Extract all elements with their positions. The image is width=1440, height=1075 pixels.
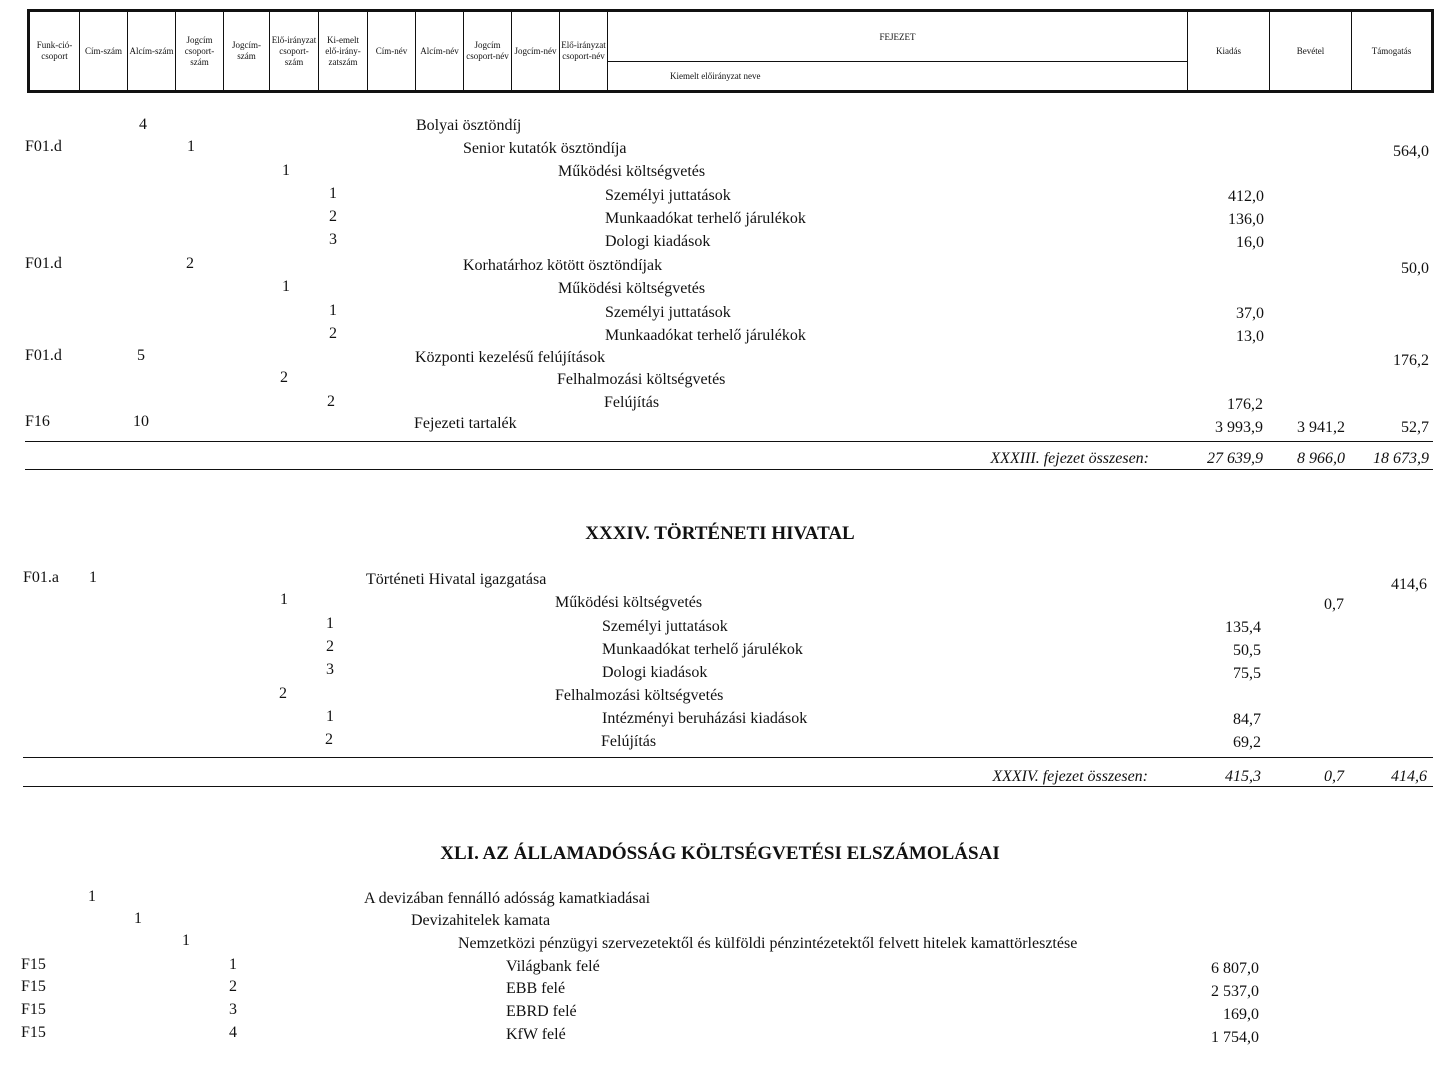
kiemelt-eloiranyzat-szam: 2 <box>325 731 333 748</box>
row-name: Működési költségvetés <box>558 280 706 297</box>
eloiranyzat-csoport-szam: 1 <box>280 591 288 608</box>
row-name: Felújítás <box>601 733 657 750</box>
funkcio-csoport: F15 <box>21 978 46 995</box>
row-name: Felújítás <box>604 394 660 411</box>
funkcio-csoport: F16 <box>25 413 50 430</box>
eloiranyzat-csoport-szam: 1 <box>282 162 290 179</box>
funkcio-csoport: F15 <box>21 956 46 973</box>
cim-szam: 1 <box>88 888 96 905</box>
kiadas-value: 6 807,0 <box>1211 960 1259 977</box>
tamogatas-value: 176,2 <box>1393 352 1429 369</box>
total-kiadas: 27 639,9 <box>1207 450 1263 467</box>
row-name: Személyi juttatások <box>605 187 731 204</box>
kiemelt-eloiranyzat-szam: 2 <box>327 393 335 410</box>
kiemelt-eloiranyzat-szam: 2 <box>329 325 337 342</box>
section-title-xxxiv: XXXIV. TÖRTÉNETI HIVATAL <box>585 523 855 544</box>
row-name: Személyi juttatások <box>602 618 728 635</box>
jogcim-csoport-szam: 2 <box>186 255 194 272</box>
kiemelt-eloiranyzat-szam: 2 <box>329 208 337 225</box>
row-name: Személyi juttatások <box>605 304 731 321</box>
eloiranyzat-csoport-szam: 2 <box>279 685 287 702</box>
jogcim-szam: 2 <box>229 978 237 995</box>
funkcio-csoport: F15 <box>21 1001 46 1018</box>
row-name: Történeti Hivatal igazgatása <box>366 571 547 588</box>
header-kiadas: Kiadás <box>1188 12 1270 90</box>
header-cim-szam: Cím-szám <box>80 12 128 90</box>
total-label: XXXIII. fejezet összesen: <box>990 450 1149 467</box>
kiadas-value: 136,0 <box>1228 211 1264 228</box>
row-name: EBRD felé <box>506 1003 577 1020</box>
total-bevetel: 8 966,0 <box>1297 450 1345 467</box>
row-name: Munkaadókat terhelő járulékok <box>605 327 806 344</box>
divider <box>25 441 1433 442</box>
header-eloiranyzat-csoport-nev: Elő-irányzat csoport-név <box>560 12 608 90</box>
jogcim-csoport-szam: 1 <box>187 138 195 155</box>
kiadas-value: 1 754,0 <box>1211 1029 1259 1046</box>
header-kiemelt-eloiranyzat-szam: Ki-emelt elő-irány-zatszám <box>319 12 368 90</box>
kiemelt-eloiranyzat-szam: 3 <box>329 231 337 248</box>
tamogatas-value: 52,7 <box>1401 419 1429 436</box>
header-alcim-nev: Alcím-név <box>416 12 464 90</box>
kiemelt-eloiranyzat-szam: 1 <box>329 185 337 202</box>
header-funkcio-csoport: Funk-ció-csoport <box>30 12 80 90</box>
header-cim-nev: Cím-név <box>368 12 416 90</box>
alcim-szam: 10 <box>133 413 149 430</box>
bevetel-value: 3 941,2 <box>1297 419 1345 436</box>
table-header <box>27 9 1434 93</box>
kiemelt-eloiranyzat-szam: 1 <box>326 708 334 725</box>
row-name: Működési költségvetés <box>555 594 703 611</box>
header-jogcim-csoport-szam: Jogcím csoport-szám <box>176 12 224 90</box>
jogcim-szam: 1 <box>229 956 237 973</box>
alcim-szam: 4 <box>139 116 147 133</box>
kiadas-value: 84,7 <box>1233 711 1261 728</box>
funkcio-csoport: F01.d <box>25 138 62 155</box>
total-bevetel: 0,7 <box>1324 768 1344 785</box>
row-name: KfW felé <box>506 1026 566 1043</box>
row-name: Központi kezelésű felújítások <box>415 349 606 366</box>
alcim-szam: 1 <box>134 910 142 927</box>
row-name: Működési költségvetés <box>558 163 706 180</box>
eloiranyzat-csoport-szam: 2 <box>280 369 288 386</box>
kiadas-value: 3 993,9 <box>1215 419 1263 436</box>
kiemelt-eloiranyzat-szam: 2 <box>326 638 334 655</box>
jogcim-szam: 4 <box>229 1024 237 1041</box>
kiadas-value: 75,5 <box>1233 665 1261 682</box>
row-name: EBB felé <box>506 980 566 997</box>
kiadas-value: 69,2 <box>1233 734 1261 751</box>
kiadas-value: 169,0 <box>1223 1006 1259 1023</box>
kiadas-value: 37,0 <box>1236 305 1264 322</box>
kiadas-value: 50,5 <box>1233 642 1261 659</box>
funkcio-csoport: F01.a <box>23 569 59 586</box>
funkcio-csoport: F01.d <box>25 347 62 364</box>
kiemelt-eloiranyzat-szam: 3 <box>326 661 334 678</box>
kiadas-value: 2 537,0 <box>1211 983 1259 1000</box>
header-fejezet: FEJEZET <box>608 12 1187 62</box>
header-eloiranyzat-csoport-szam: Elő-irányzat csoport-szám <box>270 12 319 90</box>
kiemelt-eloiranyzat-szam: 1 <box>329 302 337 319</box>
kiemelt-eloiranyzat-szam: 1 <box>326 615 334 632</box>
header-kiemelt-eloiranyzat-neve: Kiemelt előirányzat neve <box>670 71 761 81</box>
header-bevetel: Bevétel <box>1270 12 1352 90</box>
row-name: Felhalmozási költségvetés <box>555 687 724 704</box>
tamogatas-value: 50,0 <box>1401 260 1429 277</box>
row-name: Devizahitelek kamata <box>411 912 551 929</box>
row-name: Dologi kiadások <box>605 233 711 250</box>
total-tamogatas: 414,6 <box>1391 768 1427 785</box>
section-title-xli: XLI. AZ ÁLLAMADÓSSÁG KÖLTSÉGVETÉSI ELSZÁMOLÁSAI <box>440 843 1000 864</box>
header-jogcim-csoport-nev: Jogcím csoport-név <box>464 12 512 90</box>
total-tamogatas: 18 673,9 <box>1373 450 1429 467</box>
row-name: Intézményi beruházási kiadások <box>602 710 808 727</box>
header-tamogatas: Támogatás <box>1371 45 1412 56</box>
cim-szam: 1 <box>89 569 97 586</box>
divider <box>23 786 1433 787</box>
row-name: Felhalmozási költségvetés <box>557 371 726 388</box>
header-jogcim-nev: Jogcím-név <box>512 12 560 90</box>
row-name: Dologi kiadások <box>602 664 708 681</box>
eloiranyzat-csoport-szam: 1 <box>282 278 290 295</box>
divider <box>23 757 1433 758</box>
kiadas-value: 135,4 <box>1225 619 1261 636</box>
row-name: Munkaadókat terhelő járulékok <box>602 641 803 658</box>
funkcio-csoport: F15 <box>21 1024 46 1041</box>
row-name: Nemzetközi pénzügyi szervezetektől és külföldi pénzintézetektől felvett hitelek kamattörlesztése <box>458 935 1078 952</box>
funkcio-csoport: F01.d <box>25 255 62 272</box>
kiadas-value: 13,0 <box>1236 328 1264 345</box>
bevetel-value: 0,7 <box>1324 596 1344 613</box>
kiadas-value: 176,2 <box>1227 396 1263 413</box>
row-name: Munkaadókat terhelő járulékok <box>605 210 806 227</box>
kiadas-value: 16,0 <box>1236 234 1264 251</box>
kiadas-value: 412,0 <box>1228 188 1264 205</box>
jogcim-csoport-szam: 1 <box>182 932 190 949</box>
total-label: XXXIV. fejezet összesen: <box>992 768 1148 785</box>
header-alcim-szam: Alcím-szám <box>128 12 176 90</box>
total-kiadas: 415,3 <box>1225 768 1261 785</box>
row-name: Világbank felé <box>506 958 600 975</box>
divider <box>25 469 1433 470</box>
row-name: Fejezeti tartalék <box>414 415 517 432</box>
header-fejezet-column <box>608 12 1188 90</box>
alcim-szam: 5 <box>137 347 145 364</box>
jogcim-szam: 3 <box>229 1001 237 1018</box>
row-name: Senior kutatók ösztöndíja <box>463 140 627 157</box>
row-name: Bolyai ösztöndíj <box>416 117 522 134</box>
header-jogcim-szam: Jogcím-szám <box>224 12 270 90</box>
row-name: Korhatárhoz kötött ösztöndíjak <box>463 257 663 274</box>
tamogatas-value: 564,0 <box>1393 143 1429 160</box>
row-name: A devizában fennálló adósság kamatkiadásai <box>364 890 651 907</box>
tamogatas-value: 414,6 <box>1391 576 1427 593</box>
